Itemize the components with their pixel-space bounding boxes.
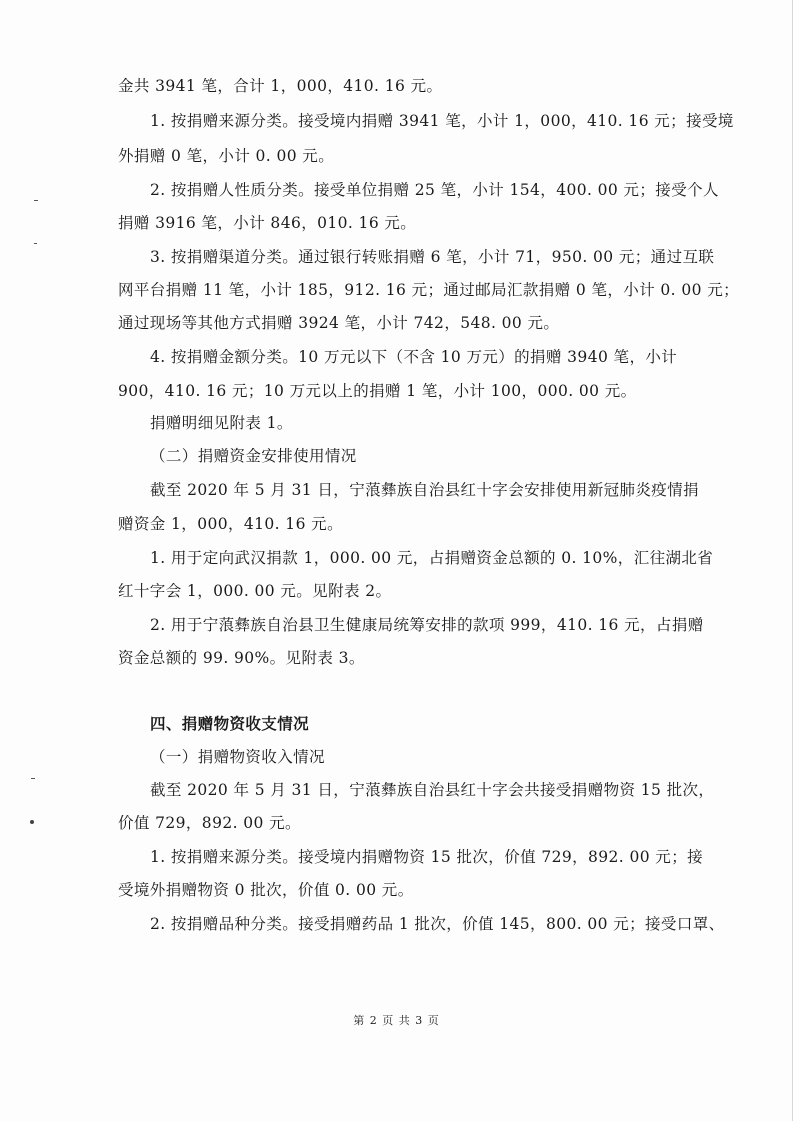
page-footer: 第 2 页 共 3 页 [353, 1014, 440, 1027]
text-line: 赠资金 1，000，410. 16 元。 [118, 515, 343, 533]
text-line: 1. 按捐赠来源分类。接受境内捐赠 3941 笔，小计 1，000，410. 16 元；接受境 [150, 112, 734, 130]
text-line: 捐赠明细见附表 1。 [150, 414, 293, 432]
section-subheading: （二）捐赠资金安排使用情况 [150, 447, 357, 465]
text-line: 金共 3941 笔，合计 1，000，410. 16 元。 [118, 77, 443, 95]
text-line: 2. 按捐赠品种分类。接受捐赠药品 1 批次，价值 145，800. 00 元；接受口罩、 [150, 915, 725, 933]
text-line: 2. 用于宁蒗彝族自治县卫生健康局统筹安排的款项 999，410. 16 元，占捐赠 [150, 616, 704, 634]
section-heading: 四、捐赠物资收支情况 [150, 715, 310, 733]
text-line: 3. 按捐赠渠道分类。通过银行转账捐赠 6 笔，小计 71，950. 00 元；通过互联 [150, 248, 715, 266]
scan-mark [31, 778, 35, 779]
text-line: 900，410. 16 元；10 万元以上的捐赠 1 笔，小计 100，000. 00 元。 [118, 382, 637, 400]
text-line: 1. 按捐赠来源分类。接受境内捐赠物资 15 批次，价值 729，892. 00 元；接 [150, 848, 703, 866]
text-line: 2. 按捐赠人性质分类。接受单位捐赠 25 笔，小计 154，400. 00 元；接受个人 [150, 181, 719, 199]
text-line: 1. 用于定向武汉捐款 1，000. 00 元，占捐赠资金总额的 0. 10%，汇往湖北省 [150, 549, 714, 567]
text-line: 截至 2020 年 5 月 31 日，宁蒗彝族自治县红十字会共接受捐赠物资 15 批次， [150, 781, 715, 799]
text-line: 受境外捐赠物资 0 批次，价值 0. 00 元。 [118, 881, 414, 899]
text-line: 通过现场等其他方式捐赠 3924 笔，小计 742，548. 00 元。 [118, 314, 560, 332]
scan-mark [34, 243, 37, 244]
section-subheading: （一）捐赠物资收入情况 [150, 748, 325, 766]
text-line: 捐赠 3916 笔，小计 846，010. 16 元。 [118, 214, 417, 232]
text-line: 截至 2020 年 5 月 31 日，宁蒗彝族自治县红十字会安排使用新冠肺炎疫情捐 [150, 481, 699, 499]
text-line: 外捐赠 0 笔，小计 0. 00 元。 [118, 147, 335, 165]
text-line: 网平台捐赠 11 笔，小计 185，912. 16 元；通过邮局汇款捐赠 0 笔，小计 0. 00 元； [118, 281, 739, 299]
scan-speck [30, 820, 34, 824]
text-line: 资金总额的 99. 90%。见附表 3。 [118, 649, 365, 667]
text-line: 红十字会 1，000. 00 元。见附表 2。 [118, 582, 392, 600]
text-line: 价值 729，892. 00 元。 [118, 814, 301, 832]
scan-mark [34, 200, 38, 201]
text-line: 4. 按捐赠金额分类。10 万元以下（不含 10 万元）的捐赠 3940 笔，小计 [150, 348, 678, 366]
